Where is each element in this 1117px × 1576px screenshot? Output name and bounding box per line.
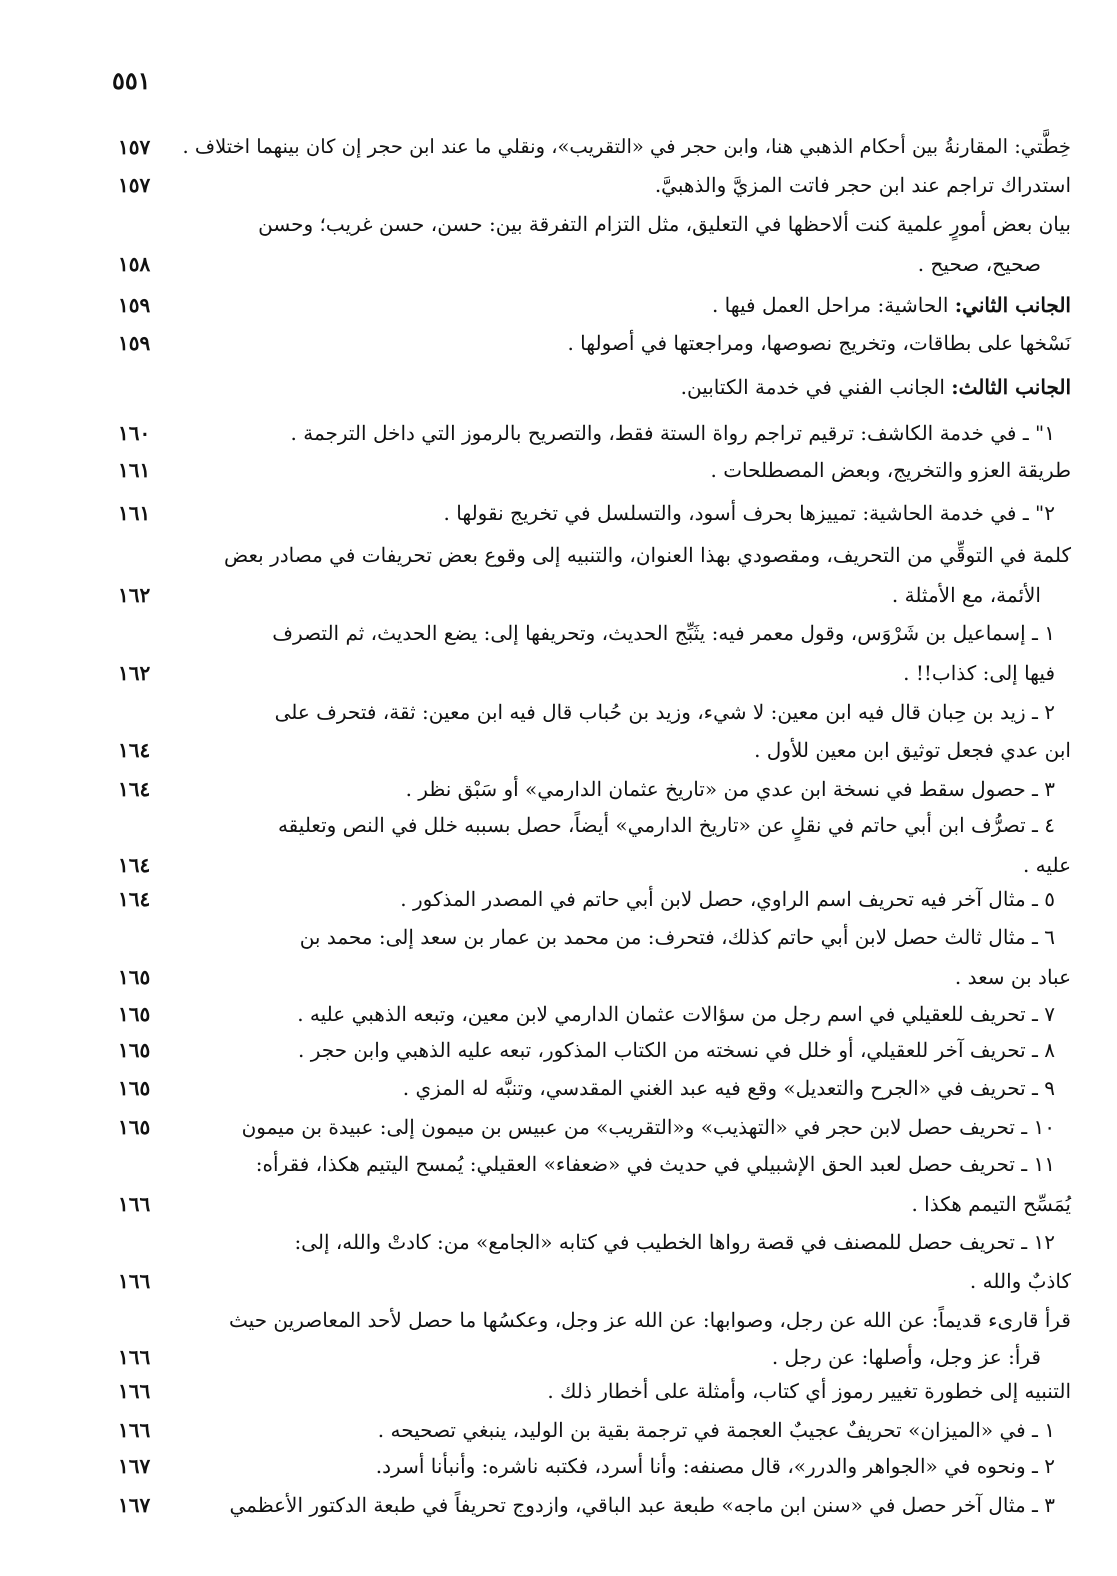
- entry-text: [892, 578, 1041, 612]
- entry-page-number: ١٦٦: [118, 1269, 151, 1293]
- index-entry: [118, 656, 1071, 692]
- entry-label: ١ ـ في «الميزان» تحريفٌ عجيبٌ العجمة في ترجمة بقية بن الوليد، ينبغي تصحيحه .: [377, 1418, 1055, 1442]
- index-entry: [118, 370, 1071, 406]
- entry-label: ١ ـ إسماعيل بن شَرْوَس، وقول معمر فيه: يثَبِّج الحديث، وتحريفها إلى: يضع الحديث، ثم التصرف: [272, 621, 1055, 645]
- entry-text: [403, 1071, 1055, 1105]
- entry-text: [297, 997, 1055, 1031]
- entry-label: ٤ ـ تصرُّف ابن أبي حاتم في نقلٍ عن «تاريخ الدارمي» أيضاً، حصل بسببه خلل في النص وتعليقه: [277, 813, 1055, 837]
- entry-text: [567, 326, 1071, 360]
- index-entry: [118, 772, 1071, 808]
- entry-label: طريقة العزو والتخريج، وبعض المصطلحات .: [710, 458, 1071, 482]
- page-number: ٥٥١: [112, 66, 151, 95]
- entry-text: [291, 416, 1056, 450]
- entry-label: ٩ ـ تحريف في «الجرح والتعديل» وقع فيه عبد الغني المقدسي، وتنبَّه له المزي .: [402, 1076, 1055, 1100]
- index-entry: [118, 207, 1071, 243]
- entry-label: خِطَّتي: المقارنةُ بين أحكام الذهبي هنا، وابن حجر في «التقريب»، ونقلي ما عند ابن حجر إن كان بينهما اختلاف .: [182, 135, 1071, 158]
- entry-label: فيها إلى: كذاب!! .: [903, 661, 1055, 685]
- index-entry: [118, 882, 1071, 918]
- entry-page-number: ١٦٧: [118, 1493, 151, 1517]
- entry-text: [224, 538, 1071, 572]
- index-entry: [118, 416, 1071, 452]
- index-entry: [118, 920, 1071, 956]
- index-entry: [118, 578, 1071, 614]
- section-heading: الجانب الثاني:: [954, 293, 1071, 317]
- index-entry: [118, 848, 1071, 884]
- entry-page-number: ١٦٥: [118, 1115, 151, 1139]
- entry-page-number: ١٦٥: [118, 965, 151, 989]
- entry-label: الأئمة، مع الأمثلة .: [891, 583, 1041, 607]
- entry-label: استدراك تراجم عند ابن حجر فاتت المزيَّ والذهبيَّ.: [654, 173, 1071, 197]
- index-entry: [118, 733, 1071, 769]
- entry-text: [911, 1187, 1071, 1221]
- entry-text: [547, 1374, 1071, 1408]
- entry-label: الحاشية: مراحل العمل فيها .: [711, 293, 955, 317]
- index-entry: [118, 288, 1071, 324]
- entry-page-number: ١٦٥: [118, 1002, 151, 1026]
- entry-label: نَسْخها على بطاقات، وتخريج نصوصها، ومراجعتها في أصولها .: [567, 331, 1071, 355]
- index-entry: [118, 960, 1071, 996]
- entry-page-number: ١٥٨: [118, 252, 151, 276]
- entry-label: ١" ـ في خدمة الكاشف: ترقيم تراجم رواة الستة فقط، والتصريح بالرموز التي داخل الترجمة .: [290, 421, 1055, 445]
- entry-page-number: ١٦٦: [118, 1345, 151, 1369]
- entry-text: [754, 733, 1071, 767]
- entry-text: [242, 1110, 1055, 1144]
- index-entry: [118, 1033, 1071, 1069]
- entry-label: ٨ ـ تحريف آخر للعقيلي، أو خلل في نسخته من الكتاب المذكور، تبعه عليه الذهبي وابن حجر .: [298, 1038, 1055, 1062]
- entry-label: ١١ ـ تحريف حصل لعبد الحق الإشبيلي في حديث في «ضعفاء» العقيلي: يُمسح اليتيم هكذا، فقرأه:: [255, 1152, 1055, 1176]
- entry-label: قرأ: عز وجل، وأصلها: عن رجل .: [771, 1345, 1041, 1369]
- entry-text: [903, 656, 1055, 690]
- entry-page-number: ١٦٥: [118, 1076, 151, 1100]
- entry-text: [1023, 848, 1071, 882]
- index-entry: [118, 453, 1071, 489]
- entry-label: ٢" ـ في خدمة الحاشية: تمييزها بحرف أسود، والتسلسل في تخريج نقولها .: [443, 501, 1055, 525]
- index-entry: [118, 1225, 1071, 1261]
- entry-label: عباد بن سعد .: [954, 965, 1071, 989]
- index-entry: [118, 695, 1071, 731]
- entry-text: [772, 1340, 1041, 1374]
- entry-page-number: ١٥٩: [118, 331, 151, 355]
- entry-page-number: ١٦٤: [118, 853, 151, 877]
- entry-label: كاذبٌ والله .: [969, 1269, 1071, 1293]
- index-entry: [118, 1488, 1071, 1524]
- entry-text: [229, 1303, 1071, 1337]
- entry-page-number: ١٦٦: [118, 1379, 151, 1403]
- index-entry: [118, 1449, 1071, 1485]
- entry-text: [681, 370, 1071, 404]
- entry-page-number: ١٦٧: [118, 1454, 151, 1478]
- entry-page-number: ١٥٧: [118, 135, 151, 159]
- entry-page-number: ١٦٢: [118, 661, 151, 685]
- index-entry: [118, 496, 1071, 532]
- entry-label: ٥ ـ مثال آخر فيه تحريف اسم الراوي، حصل لابن أبي حاتم في المصدر المذكور .: [400, 887, 1055, 911]
- index-entry: [118, 1413, 1071, 1449]
- entry-text: [272, 616, 1055, 650]
- entry-page-number: ١٥٩: [118, 293, 151, 317]
- entry-text: [444, 496, 1055, 530]
- entry-text: [376, 1449, 1055, 1483]
- section-heading: الجانب الثالث:: [951, 375, 1071, 399]
- entry-text: [298, 1033, 1055, 1067]
- entry-text: [400, 882, 1055, 916]
- entry-page-number: ١٦٥: [118, 1038, 151, 1062]
- entry-text: [712, 288, 1071, 322]
- entry-page-number: ١٦١: [118, 458, 151, 482]
- entry-label: ١٠ ـ تحريف حصل لابن حجر في «التهذيب» و«التقريب» من عبيس بن ميمون إلى: عبيدة بن ميمون: [241, 1115, 1055, 1139]
- index-entry: [118, 1110, 1071, 1146]
- entry-page-number: ١٦٦: [118, 1192, 151, 1216]
- entry-text: [182, 130, 1071, 164]
- entry-text: [918, 247, 1041, 281]
- entry-label: بيان بعض أمورٍ علمية كنت ألاحظها في التعليق، مثل التزام التفرقة بين: حسن، حسن غريب؛ وحسن: [258, 212, 1071, 236]
- entry-page-number: ١٦١: [118, 501, 151, 525]
- entry-text: [300, 920, 1055, 954]
- entry-label: قرأ قارىء قديماً: عن الله عن رجل، وصوابها: عن الله عز وجل، وعكسُها ما حصل لأحد المعاصرين حيث: [229, 1308, 1071, 1332]
- index-entry: [118, 1187, 1071, 1223]
- index-entry: [118, 130, 1071, 166]
- index-entry: [118, 808, 1071, 844]
- entry-text: [378, 1413, 1055, 1447]
- index-entry: [118, 247, 1071, 283]
- index-entry: [118, 997, 1071, 1033]
- entry-text: [655, 168, 1071, 202]
- index-entry: [118, 1374, 1071, 1410]
- entry-text: [710, 453, 1071, 487]
- entry-text: [278, 808, 1055, 842]
- entry-label: يُمَسِّح التيمم هكذا .: [911, 1192, 1071, 1216]
- index-entry: [118, 1264, 1071, 1300]
- entry-label: ابن عدي فجعل توثيق ابن معين للأول .: [754, 738, 1071, 762]
- entry-text: [229, 1488, 1055, 1522]
- entry-page-number: ١٦٤: [118, 738, 151, 762]
- entry-text: [258, 207, 1071, 241]
- index-entry: [118, 538, 1071, 574]
- entry-label: الجانب الفني في خدمة الكتابين.: [680, 375, 952, 399]
- entry-label: ٢ ـ ونحوه في «الجواهر والدرر»، قال مصنفه: وأنا أسرد، فكتبه ناشره: وأنبأنا أسرد.: [375, 1454, 1055, 1478]
- entry-label: ٣ ـ حصول سقط في نسخة ابن عدي من «تاريخ عثمان الدارمي» أو سَبْق نظر .: [405, 777, 1055, 801]
- index-entry: [118, 1147, 1071, 1183]
- entry-label: التنبيه إلى خطورة تغيير رموز أي كتاب، وأمثلة على أخطار ذلك .: [547, 1379, 1071, 1403]
- index-entry: [118, 168, 1071, 204]
- entry-label: ٧ ـ تحريف للعقيلي في اسم رجل من سؤالات عثمان الدارمي لابن معين، وتبعه الذهبي عليه .: [297, 1002, 1055, 1026]
- entry-page-number: ١٦٦: [118, 1418, 151, 1442]
- entry-text: [275, 695, 1055, 729]
- entry-label: ١٢ ـ تحريف حصل للمصنف في قصة رواها الخطيب في كتابه «الجامع» من: كادتْ والله، إلى:: [294, 1230, 1055, 1254]
- entry-label: صحيح، صحيح .: [917, 252, 1041, 276]
- entry-label: ٦ ـ مثال ثالث حصل لابن أبي حاتم كذلك، فتحرف: من محمد بن عمار بن سعد إلى: محمد بن: [299, 925, 1055, 949]
- index-entry: [118, 326, 1071, 362]
- entry-page-number: ١٥٧: [118, 173, 151, 197]
- index-entry: [118, 1071, 1071, 1107]
- index-entry: [118, 616, 1071, 652]
- entry-page-number: ١٦٠: [118, 421, 151, 445]
- entry-page-number: ١٦٤: [118, 887, 151, 911]
- entry-text: [406, 772, 1055, 806]
- index-entry: [118, 1303, 1071, 1339]
- entry-text: [970, 1264, 1071, 1298]
- index-entry: [118, 1340, 1071, 1376]
- entry-label: ٢ ـ زيد بن حِبان قال فيه ابن معين: لا شيء، وزيد بن حُباب قال فيه ابن معين: ثقة، فتحرف على: [274, 700, 1055, 724]
- entry-text: [294, 1225, 1055, 1259]
- entry-label: ٣ ـ مثال آخر حصل في «سنن ابن ماجه» طبعة عبد الباقي، وازدوج تحريفاً في طبعة الدكتور الأعظمي: [229, 1493, 1055, 1517]
- entry-page-number: ١٦٢: [118, 583, 151, 607]
- entry-label: كلمة في التوقِّي من التحريف، ومقصودي بهذا العنوان، والتنبيه إلى وقوع بعض تحريفات في مصادر بعض: [224, 543, 1071, 567]
- entry-page-number: ١٦٤: [118, 777, 151, 801]
- entry-text: [256, 1147, 1055, 1181]
- entry-label: عليه .: [1022, 853, 1071, 877]
- entry-text: [955, 960, 1071, 994]
